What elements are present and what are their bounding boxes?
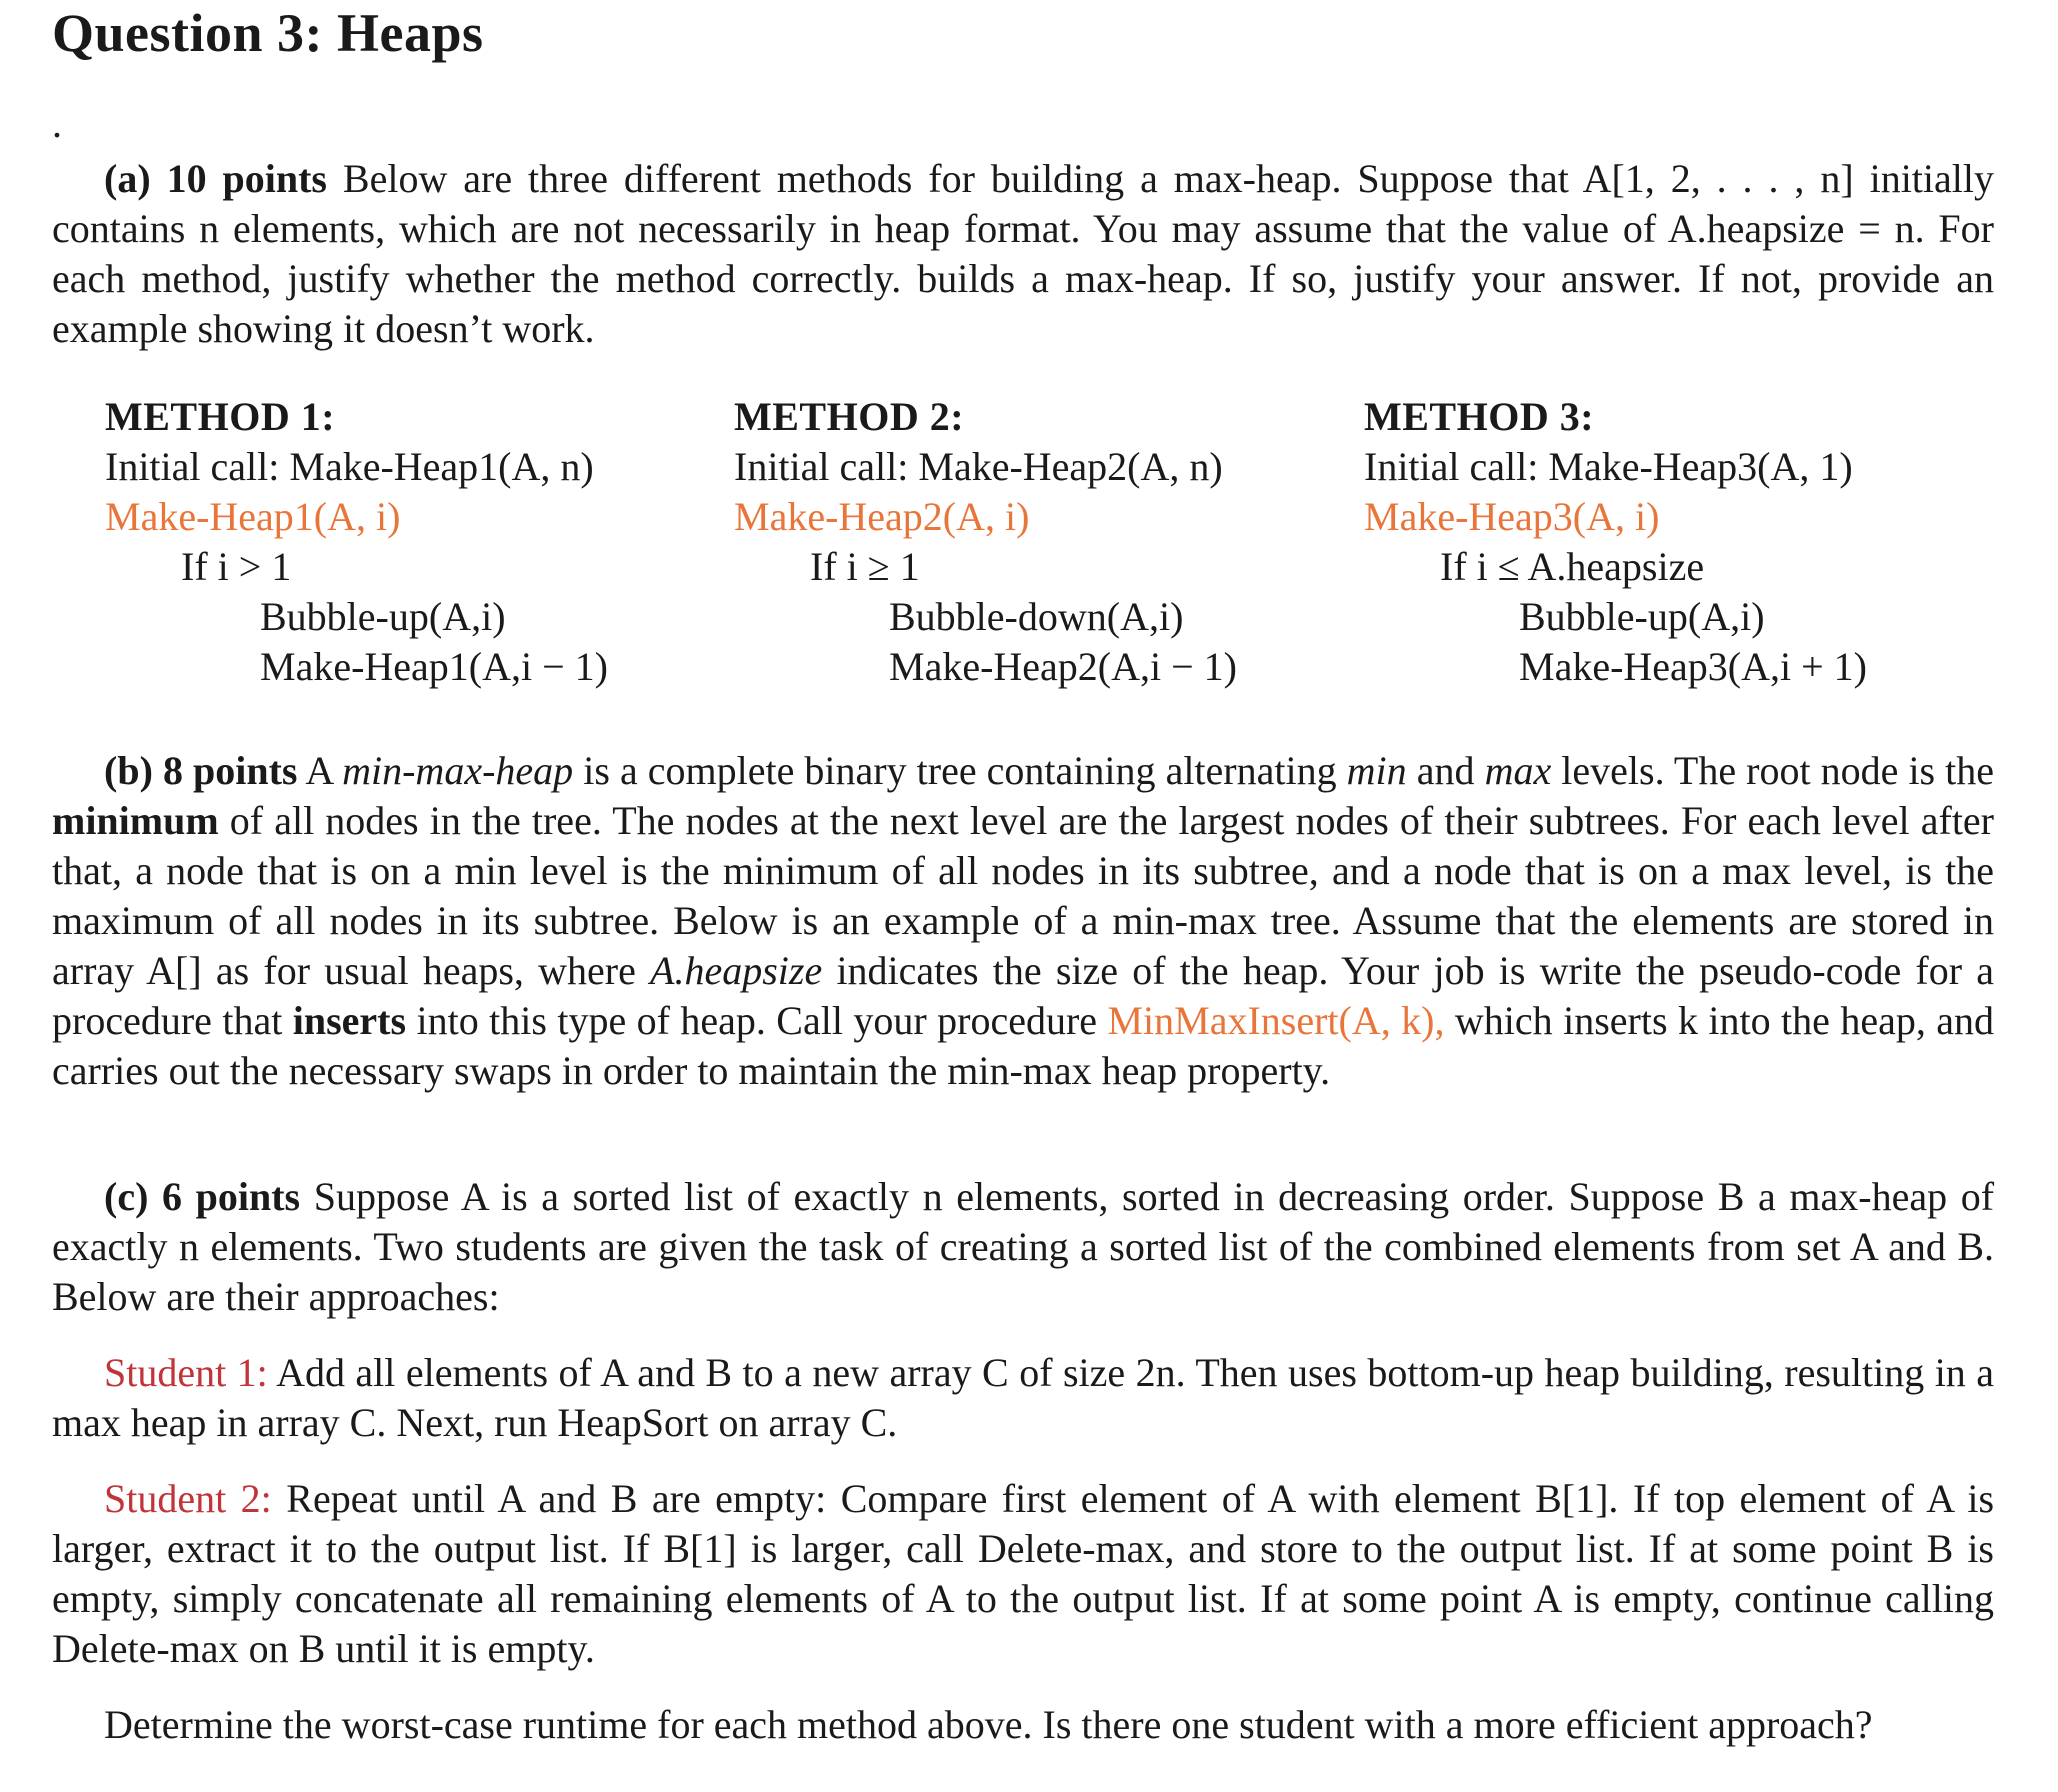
part-b-procedure-name: MinMaxInsert(A, k), (1107, 998, 1445, 1043)
part-b-text-2: is a complete binary tree containing alternating (583, 748, 1337, 793)
student-2-text: Repeat until A and B are empty: Compare first element of A with element B[1]. If top element of A is larger, extract it to the output list. If B[1] is larger, call Delete-max, and store to the output list. If at some point B is empty, simply concatenate all remaining elements of A to the output list. If at some point A is empty, continue calling Delete-max on B until it is empty. (52, 1476, 1995, 1671)
part-c-text: Suppose A is a sorted list of exactly n elements, sorted in decreasing order. Suppose B a max-heap of exactly n elements. Two students are given the task of creating a sorted list of the combined elements from set A and B. Below are their approaches: (52, 1174, 1995, 1319)
method-2-condition: If i ≥ 1 (810, 544, 920, 589)
method-3-step-1: Bubble-up(A,i) (1519, 594, 1765, 639)
final-question (52, 1700, 1994, 1750)
student-1-paragraph (52, 1348, 1994, 1448)
method-1-step-2: Make-Heap1(A,i − 1) (260, 644, 608, 689)
method-3-signature: Make-Heap3(A, i) (1364, 494, 1660, 539)
part-b-min-word: min (1346, 748, 1407, 793)
student-2-label: Student 2: (104, 1476, 272, 1521)
method-2-heading: METHOD 2: (734, 394, 965, 439)
part-b-text-8: which inserts k into the heap, and carries out the necessary swaps in order to maintain the min-max heap property. (52, 998, 1994, 1093)
method-2-step-1: Bubble-down(A,i) (889, 594, 1184, 639)
method-1-initial-call: Initial call: Make-Heap1(A, n) (105, 444, 594, 489)
method-3-condition: If i ≤ A.heapsize (1440, 544, 1705, 589)
part-b-minimum: minimum (52, 798, 219, 843)
part-b-heapsize: A.heapsize (650, 948, 823, 993)
part-b-inserts: inserts (292, 998, 407, 1043)
method-3-initial-call: Initial call: Make-Heap3(A, 1) (1364, 444, 1853, 489)
method-1-heading: METHOD 1: (105, 394, 336, 439)
part-c-lead: (c) 6 points (104, 1174, 301, 1219)
method-3-step-2: Make-Heap3(A,i + 1) (1519, 644, 1867, 689)
method-3-heading: METHOD 3: (1364, 394, 1595, 439)
method-1-signature: Make-Heap1(A, i) (105, 494, 401, 539)
part-a-lead: (a) 10 points (104, 156, 327, 201)
part-b-text-4: levels. The root node is the (1561, 748, 1995, 793)
student-2-paragraph (52, 1474, 1994, 1674)
page-title: Question 3: Heaps (52, 3, 484, 63)
student-1-text: Add all elements of A and B to a new array C of size 2n. Then uses bottom-up heap building, resulting in a max heap in array C. Next, run HeapSort on array C. (52, 1350, 1995, 1445)
part-b-text-1: A (305, 748, 333, 793)
method-3 (1364, 392, 1924, 692)
method-2-signature: Make-Heap2(A, i) (734, 494, 1030, 539)
part-a-paragraph (52, 154, 1994, 354)
method-2-initial-call: Initial call: Make-Heap2(A, n) (734, 444, 1223, 489)
part-b-text-6: indicates the size of the heap. Your job is write the pseudo-code for a procedure that (52, 948, 1995, 1043)
part-b-paragraph (52, 746, 1994, 1096)
method-1 (105, 392, 665, 692)
stray-dot: . (52, 101, 62, 146)
part-b-text-5: of all nodes in the tree. The nodes at the next level are the largest nodes of their subtrees. For each level after that, a node that is on a min level is the minimum of all nodes in its subtree, and a node that is on a max level, is the maximum of all nodes in its subtree. Below is an example of a min-max tree. Assume that the elements are stored in array A[] as for usual heaps, where (52, 798, 1995, 993)
part-c-paragraph (52, 1172, 1994, 1322)
part-b-term: min-max-heap (342, 748, 574, 793)
part-b-text-3: and (1416, 748, 1475, 793)
part-b-text-7: into this type of heap. Call your procedure (416, 998, 1098, 1043)
method-2-step-2: Make-Heap2(A,i − 1) (889, 644, 1237, 689)
final-question-text: Determine the worst-case runtime for each method above. Is there one student with a more efficient approach? (104, 1702, 1873, 1747)
method-1-condition: If i > 1 (181, 544, 292, 589)
method-1-step-1: Bubble-up(A,i) (260, 594, 506, 639)
part-b-lead: (b) 8 points (104, 748, 298, 793)
part-b-max-word: max (1484, 748, 1552, 793)
student-1-label: Student 1: (104, 1350, 268, 1395)
method-2 (734, 392, 1294, 692)
part-a-text: Below are three different methods for building a max-heap. Suppose that A[1, 2, . . . , n] initially contains n elements, which are not necessarily in heap format. You may assume that the value of A.heapsize = n. For each method, justify whether the method correctly. builds a max-heap. If so, justify your answer. If not, provide an example showing it doesn’t work. (52, 156, 1995, 351)
